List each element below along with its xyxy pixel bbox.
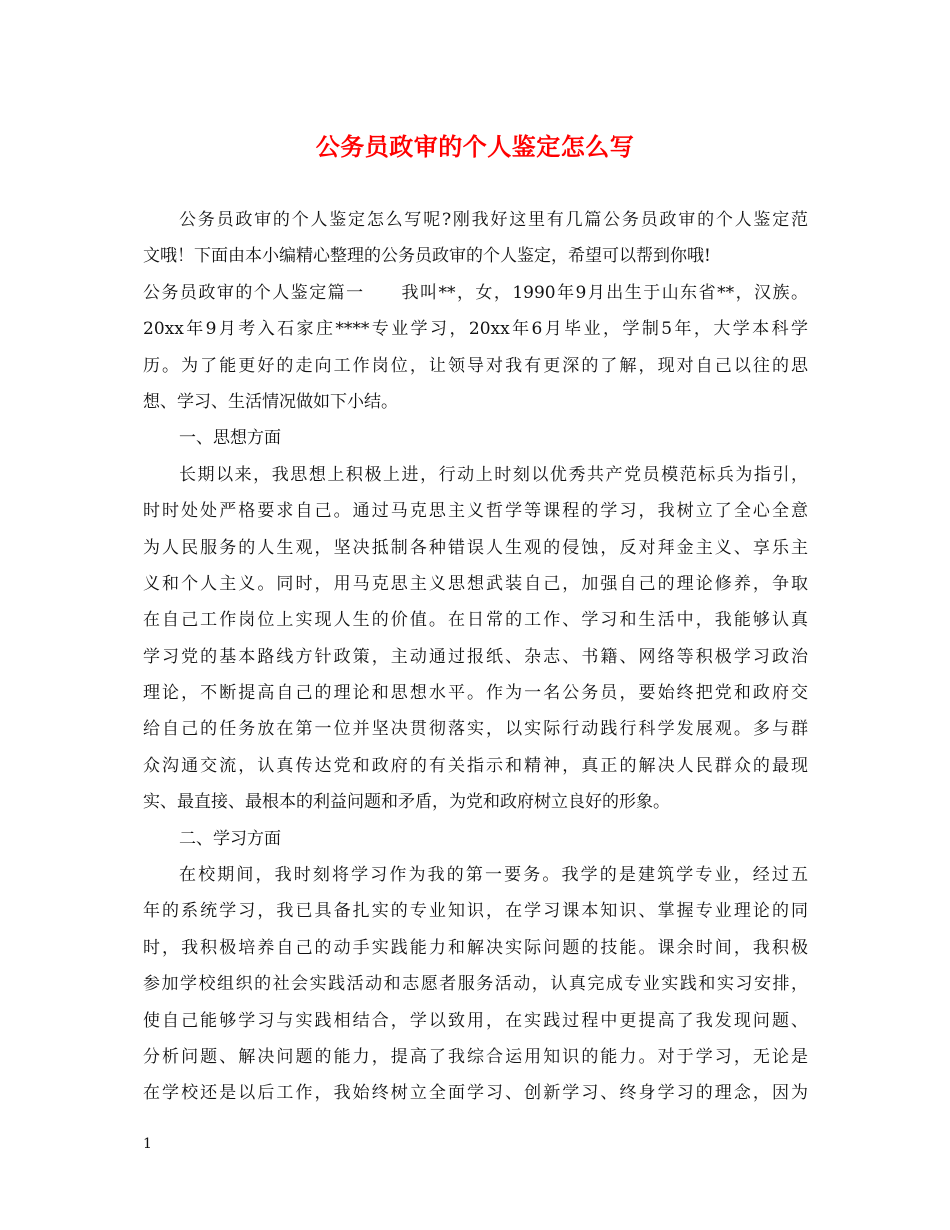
- text-line: 参加学校组织的社会实践活动和志愿者服务活动，认真完成专业实践和实习安排，: [143, 974, 808, 995]
- text-line: 使自己能够学习与实践相结合，学以致用，在实践过程中更提高了我发现问题、: [143, 1010, 808, 1031]
- section-heading: 二、学习方面: [179, 828, 281, 849]
- text-line: 实、最直接、最根本的利益问题和矛盾，为党和政府树立良好的形象。: [143, 792, 670, 813]
- text-line: 分析问题、解决问题的能力，提高了我综合运用知识的能力。对于学习，无论是: [143, 1046, 808, 1067]
- text-line: 众沟通交流，认真传达党和政府的有关指示和精神，真正的解决人民群众的最现: [143, 755, 808, 776]
- text-line: 给自己的任务放在第一位并坚决贯彻落实，以实际行动践行科学发展观。多与群: [143, 719, 808, 740]
- section-heading: 一、思想方面: [179, 428, 281, 449]
- text-line: 公务员政审的个人鉴定怎么写呢?刚我好这里有几篇公务员政审的个人鉴定范: [179, 210, 808, 230]
- text-line: 义和个人主义。同时，用马克思主义思想武装自己，加强自己的理论修养，争取: [143, 573, 808, 594]
- text-line: 20xx年9月考入石家庄****专业学习，20xx年6月毕业，学制5年，大学本科学: [143, 319, 808, 340]
- body-text: [143, 202, 808, 1112]
- text-line: 时时处处严格要求自己。通过马克思主义哲学等课程的学习，我树立了全心全意: [143, 501, 808, 522]
- text-line: 想、学习、生活情况做如下小结。: [143, 391, 398, 412]
- text-line: 长期以来，我思想上积极上进，行动上时刻以优秀共产党员模范标兵为指引，: [179, 464, 808, 485]
- text-line: 年的系统学习，我已具备扎实的专业知识，在学习课本知识、掌握专业理论的同: [143, 901, 808, 922]
- text-line: 在学校还是以后工作，我始终树立全面学习、创新学习、终身学习的理念，因为: [143, 1083, 808, 1104]
- page-number: 1: [143, 1136, 152, 1152]
- page-title: 公务员政审的个人鉴定怎么写: [315, 132, 635, 161]
- text-line: 时，我积极培养自己的动手实践能力和解决实际问题的技能。课余时间，我积极: [143, 937, 808, 958]
- text-line: 文哦！下面由本小编精心整理的公务员政审的个人鉴定，希望可以帮到你哦!: [143, 246, 711, 267]
- text-line: 在自己工作岗位上实现人生的价值。在日常的工作、学习和生活中，我能够认真: [143, 610, 808, 631]
- text-line: 学习党的基本路线方针政策，主动通过报纸、杂志、书籍、网络等积极学习政治: [143, 646, 808, 667]
- text-line: 公务员政审的个人鉴定篇一 我叫**，女，1990年9月出生于山东省**，汉族。: [143, 282, 808, 303]
- text-line: 在校期间，我时刻将学习作为我的第一要务。我学的是建筑学专业，经过五: [179, 865, 808, 886]
- text-line: 为人民服务的人生观，坚决抵制各种错误人生观的侵蚀，反对拜金主义、享乐主: [143, 537, 808, 558]
- text-line: 理论，不断提高自己的理论和思想水平。作为一名公务员，要始终把党和政府交: [143, 683, 808, 704]
- text-line: 历。为了能更好的走向工作岗位，让领导对我有更深的了解，现对自己以往的思: [143, 355, 808, 376]
